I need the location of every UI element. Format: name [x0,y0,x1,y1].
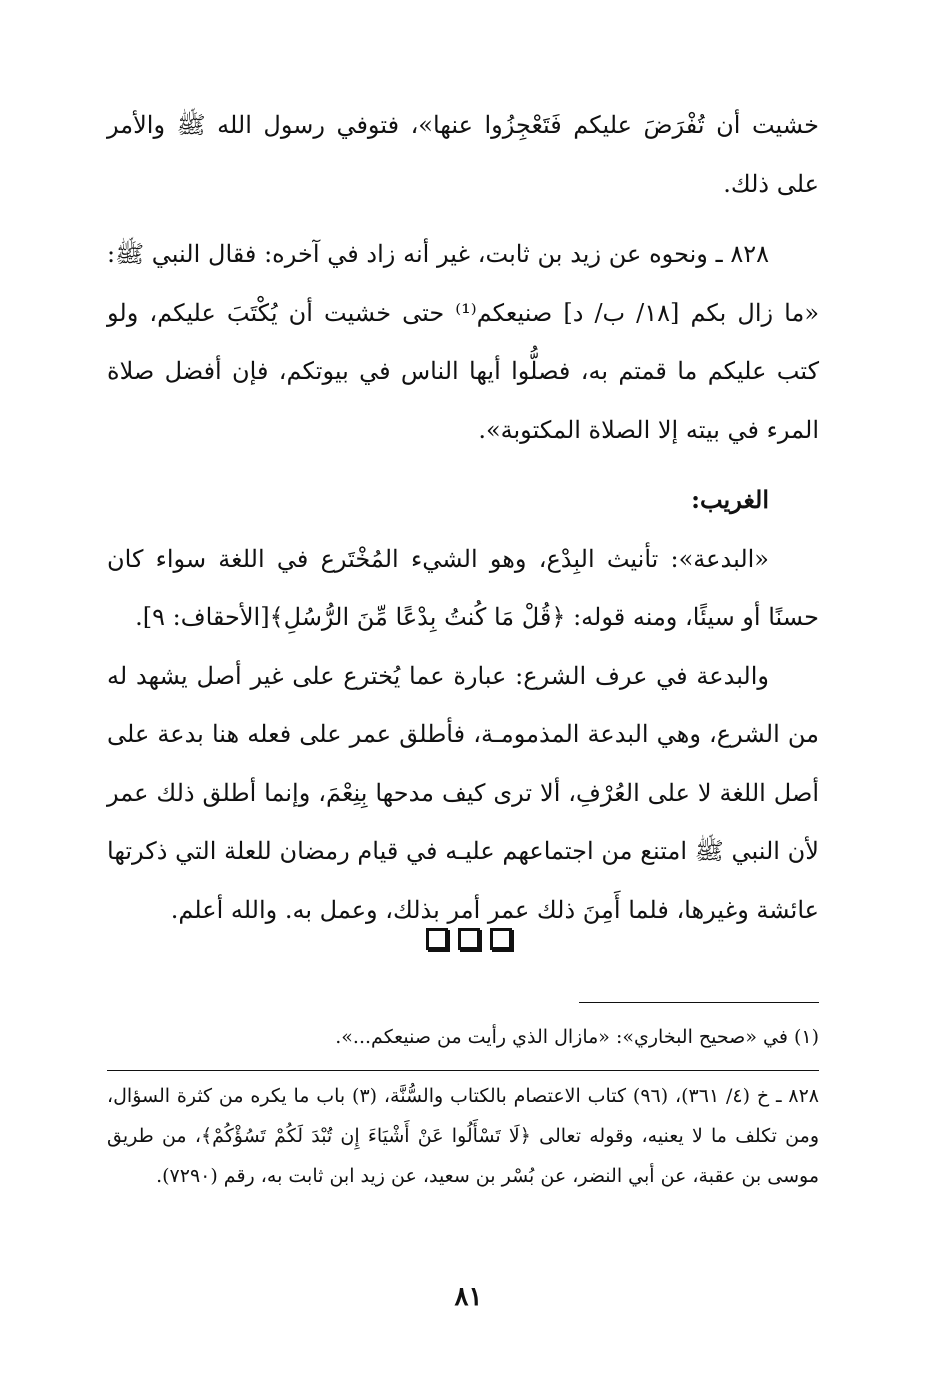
paragraph-bidah-definition: «البدعة»: تأنيث البِدْع، وهو الشيء المُخْتَرع في اللغة سواء كان حسنًا أو سيئًا، ومنه قوله: ﴿قُلْ مَا كُنتُ بِدْعًا مِّنَ الرُّسُلِ﴾[الأحقاف: ٩]. [107,544,819,631]
paragraph-bidah-shar: والبدعة في عرف الشرع: عبارة عما يُخترع على غير أصل يشهد له من الشرع، وهي البدعة المذمومـة، فأطلق عمر على فعله هنا بدعة على أصل اللغة لا على العُرْفِ، ألا ترى كيف مدحها بِنِعْمَ، وإنما أطلق ذلك عمر لأن النبي ﷺ امتنع من اجتماعهم عليـه في قيام رمضان للعلة التي ذكرتها عائشة وغيرها، فلما أَمِنَ ذلك عمر أمر بذلك، وعمل به. والله أعلم. [107,661,819,924]
takhrij-divider [107,1070,819,1071]
ornament-square-icon [458,928,480,950]
section-ornament [0,928,937,954]
page-number: ٨١ [454,1282,483,1312]
paragraph-hadith-828: ٨٢٨ ـ ونحوه عن زيد بن ثابت، غير أنه زاد في آخره: فقال النبي ﷺ: «ما زال بكم [١٨/ ب/ د] صنيعكم⁽¹⁾ حتى خشيت أن يُكْتَبَ عليكم، ولو كتب عليكم ما قمتم به، فصلُّوا أيها الناس في بيوتكم، فإن أفضل صلاة المرء في بيته إلا الصلاة المكتوبة». [107,240,819,444]
footnote-section [107,1016,819,1058]
main-text [107,96,819,939]
footnote-divider [579,1002,819,1003]
footnote-1: (١) في «صحيح البخاري»: «مازال الذي رأيت من صنيعكم...». [335,1026,819,1048]
ornament-square-icon [490,928,512,950]
takhrij-828: ٨٢٨ ـ خ (٤/ ٣٦١)، (٩٦) كتاب الاعتصام بالكتاب والسُّنَّة، (٣) باب ما يكره من كثرة السؤال، ومن تكلف ما لا يعنيه، وقوله تعالى ﴿لَا تَسْأَلُوا عَنْ أَشْيَاءَ إِن تُبْدَ لَكُمْ تَسُؤْكُمْ﴾، من طريق موسى بن عقبة، عن أبي النضر، عن بُسْر بن سعيد، عن زيد ابن ثابت به، رقم (٧٢٩٠). [107,1085,819,1187]
takhrij-section [107,1076,819,1196]
paragraph-continuation: خشيت أن تُفْرَضَ عليكم فَتَعْجِزُوا عنها»، فتوفي رسول الله ﷺ والأمر على ذلك. [107,111,819,198]
section-heading-gharib: الغريب: [691,485,769,514]
ornament-square-icon [426,928,448,950]
